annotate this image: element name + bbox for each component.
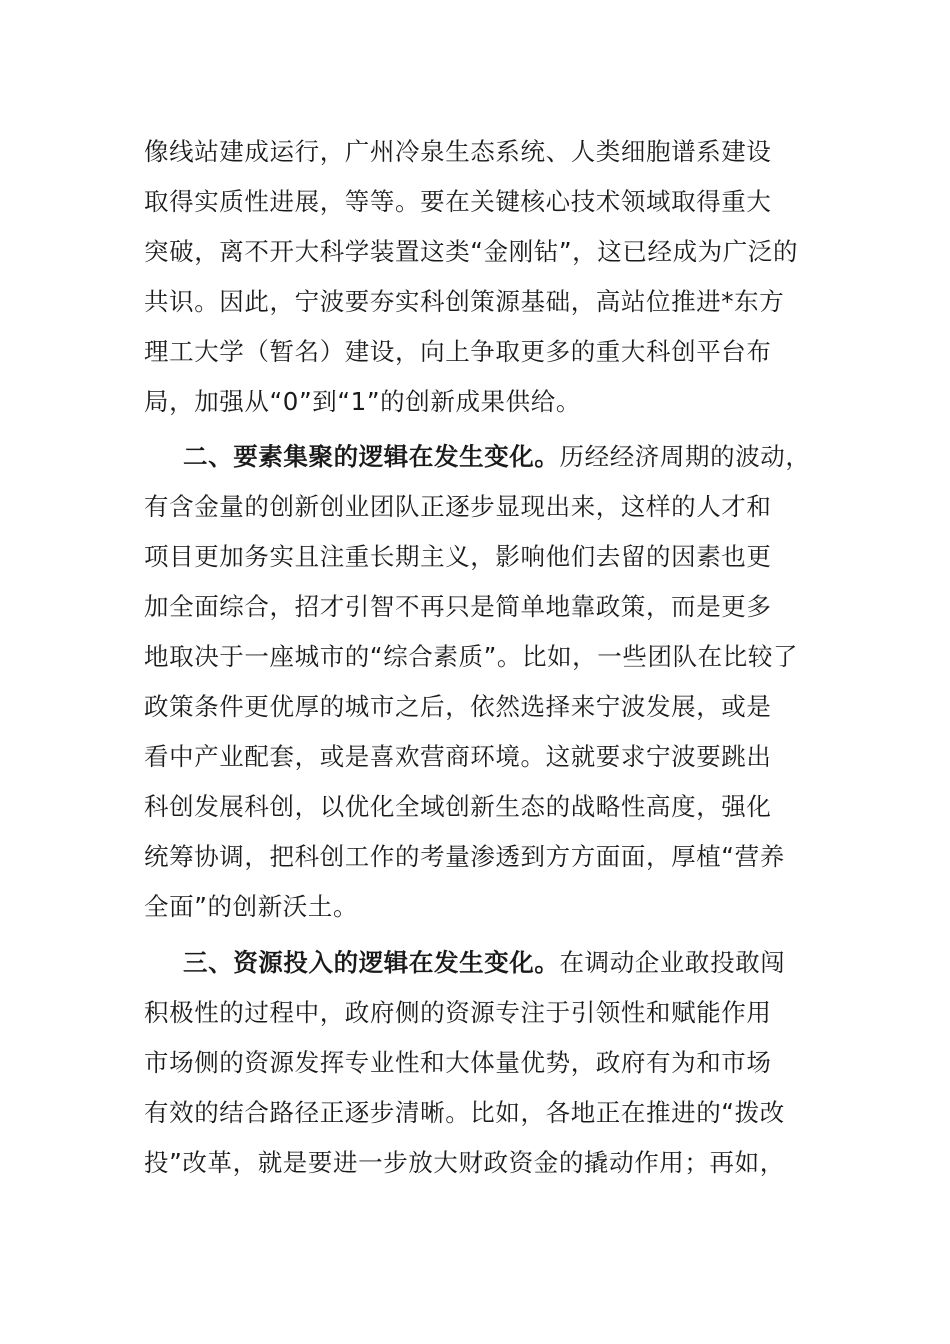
body-text-line: 统筹协调，把科创工作的考量渗透到方方面面，厚植“营养 bbox=[144, 842, 785, 871]
paragraph-first-line bbox=[183, 442, 811, 472]
body-text: 历经经济周期的波动， bbox=[559, 442, 811, 471]
body-text: 在调动企业敢投敢闯 bbox=[559, 948, 786, 977]
body-text-line: 全面”的创新沃土。 bbox=[144, 892, 359, 921]
body-text-line: 投”改革，就是要进一步放大财政资金的撬动作用；再如， bbox=[144, 1148, 785, 1177]
section-heading: 三、资源投入的逻辑在发生变化。 bbox=[183, 948, 560, 977]
body-text-line: 有效的结合路径正逐步清晰。比如，各地正在推进的“拨改 bbox=[144, 1098, 785, 1127]
body-text-line: 市场侧的资源发挥专业性和大体量优势，政府有为和市场 bbox=[144, 1048, 772, 1077]
body-text-line: 取得实质性进展，等等。要在关键核心技术领域取得重大 bbox=[144, 187, 772, 216]
body-text-line: 理工大学（暂名）建设，向上争取更多的重大科创平台布 bbox=[144, 337, 772, 366]
body-text-line: 突破，离不开大科学装置这类“金刚钻”，这已经成为广泛的 bbox=[144, 237, 799, 266]
body-text-line: 局，加强从“0”到“1”的创新成果供给。 bbox=[144, 387, 581, 416]
body-text-line: 积极性的过程中，政府侧的资源专注于引领性和赋能作用 bbox=[144, 998, 772, 1027]
body-text-line: 地取决于一座城市的“综合素质”。比如，一些团队在比较了 bbox=[144, 642, 799, 671]
body-text-line: 加全面综合，招才引智不再只是简单地靠政策，而是更多 bbox=[144, 592, 772, 621]
body-text-line: 有含金量的创新创业团队正逐步显现出来，这样的人才和 bbox=[144, 492, 772, 521]
body-text-line: 项目更加务实且注重长期主义，影响他们去留的因素也更 bbox=[144, 542, 772, 571]
body-text-line: 政策条件更优厚的城市之后，依然选择来宁波发展，或是 bbox=[144, 692, 772, 721]
section-heading: 二、要素集聚的逻辑在发生变化。 bbox=[183, 442, 560, 471]
body-text-line: 科创发展科创，以优化全域创新生态的战略性高度，强化 bbox=[144, 792, 772, 821]
body-text-line: 看中产业配套，或是喜欢营商环境。这就要求宁波要跳出 bbox=[144, 742, 772, 771]
body-text-line: 共识。因此，宁波要夯实科创策源基础，高站位推进*东方 bbox=[144, 287, 785, 316]
paragraph-first-line bbox=[183, 948, 785, 978]
body-text-line: 像线站建成运行，广州冷泉生态系统、人类细胞谱系建设 bbox=[144, 137, 772, 166]
